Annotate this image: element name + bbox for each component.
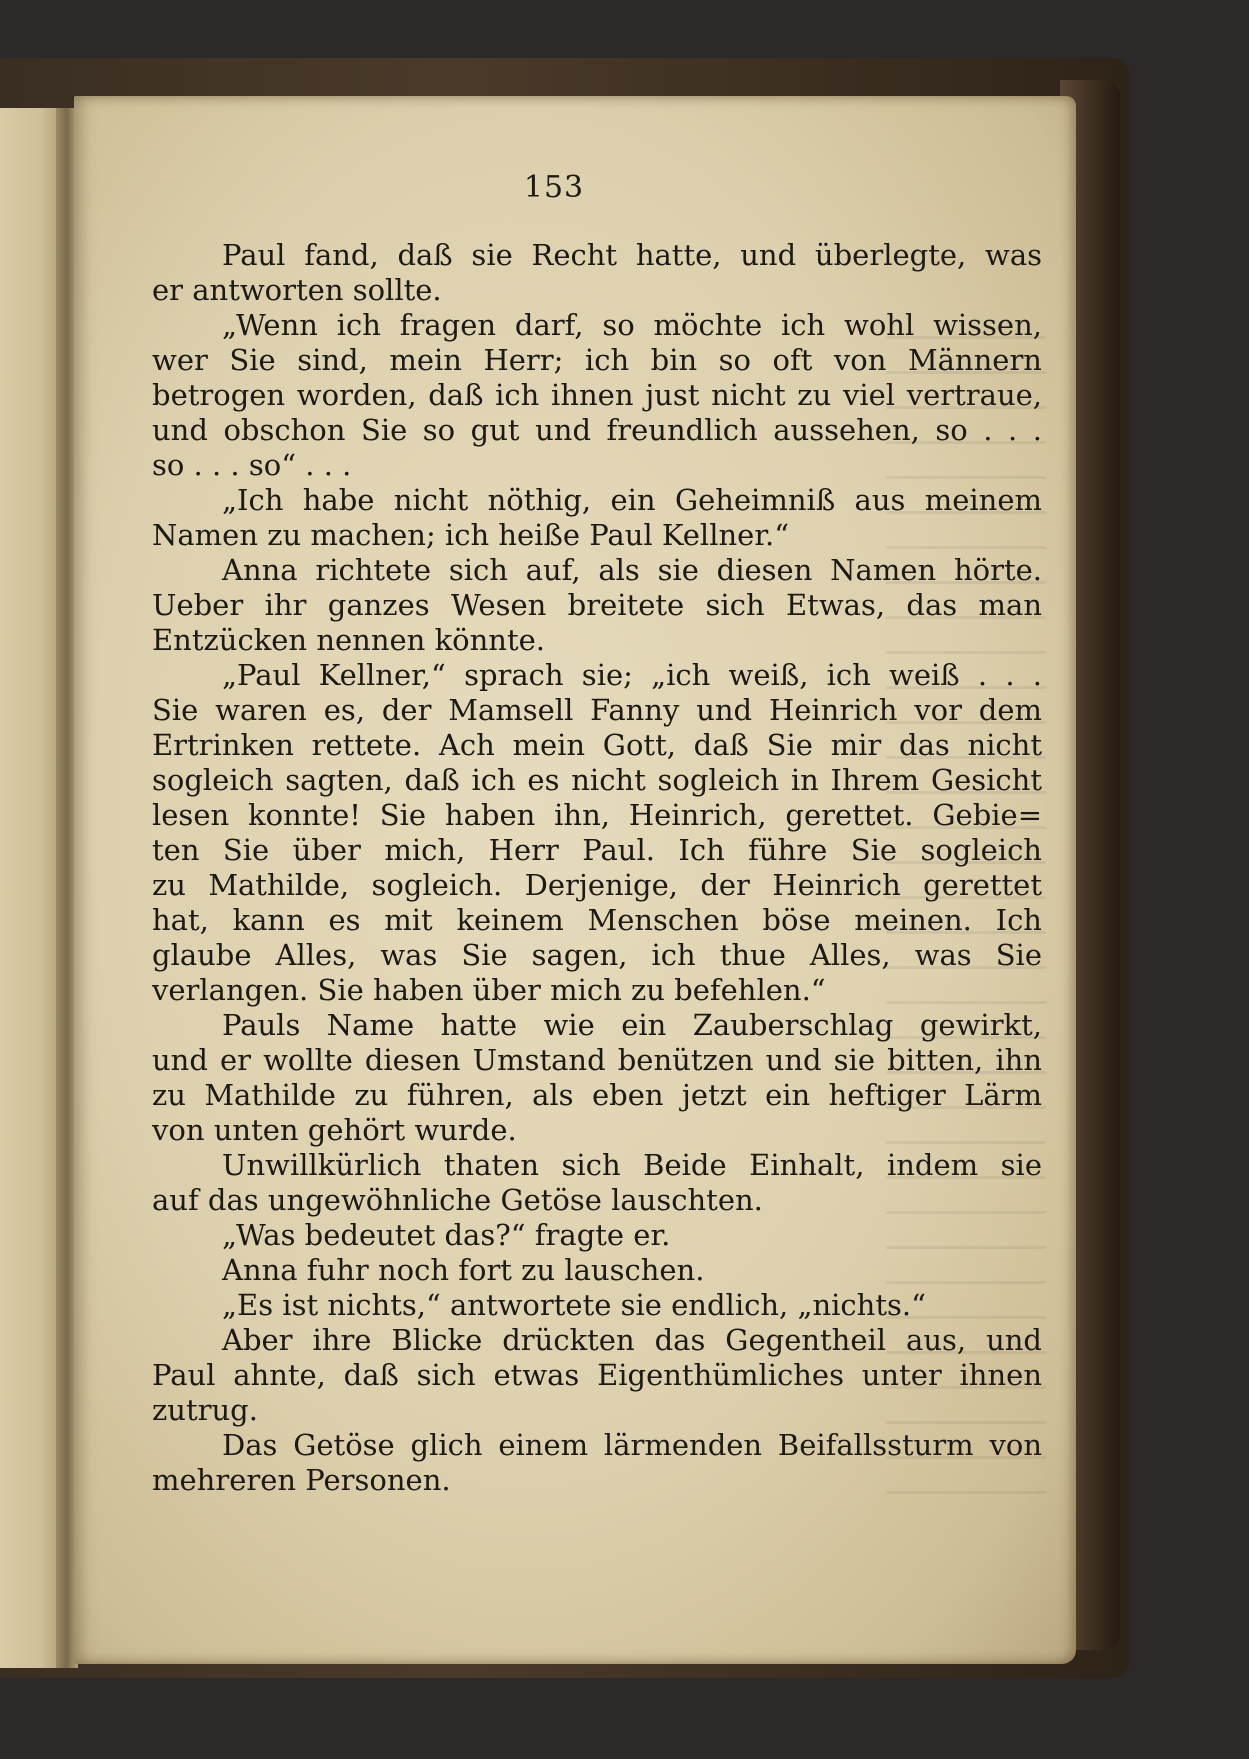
text-line: auf das ungewöhnliche Getöse lauschten. bbox=[152, 1183, 763, 1217]
text-line: und er wollte diesen Umstand benützen und sie bitten, ihn bbox=[152, 1043, 1042, 1077]
text-line: ten Sie über mich, Herr Paul. Ich führe Sie sogleich bbox=[152, 833, 1042, 867]
text-line: Entzücken nennen könnte. bbox=[152, 623, 546, 657]
text-line: „Ich habe nicht nöthig, ein Geheimniß aus meinem bbox=[222, 483, 1042, 517]
text-line: lesen konnte! Sie haben ihn, Heinrich, gerettet. Gebie= bbox=[152, 798, 1042, 832]
text-line: und obschon Sie so gut und freundlich aussehen, so . . . bbox=[152, 413, 1042, 447]
text-line: so . . . so“ . . . bbox=[152, 448, 352, 482]
text-line: zu Mathilde zu führen, als eben jetzt ein heftiger Lärm bbox=[152, 1078, 1042, 1112]
page-number: 153 bbox=[523, 170, 585, 205]
book-page bbox=[74, 96, 1076, 1664]
text-line: Paul ahnte, daß sich etwas Eigenthümliches unter ihnen bbox=[152, 1358, 1042, 1392]
text-line: Ueber ihr ganzes Wesen breitete sich Etwas, das man bbox=[152, 588, 1042, 622]
page-text bbox=[152, 238, 1042, 1498]
text-line: Sie waren es, der Mamsell Fanny und Heinrich vor dem bbox=[152, 693, 1042, 727]
text-line: Paul fand, daß sie Recht hatte, und überlegte, was bbox=[222, 238, 1042, 272]
text-line: „Es ist nichts,“ antwortete sie endlich, „nichts.“ bbox=[222, 1288, 926, 1322]
text-line: „Paul Kellner,“ sprach sie; „ich weiß, ich weiß . . . bbox=[222, 658, 1042, 692]
text-line: Unwillkürlich thaten sich Beide Einhalt, indem sie bbox=[222, 1148, 1042, 1182]
text-line: betrogen worden, daß ich ihnen just nicht zu viel vertraue, bbox=[152, 378, 1042, 412]
text-line: „Wenn ich fragen darf, so möchte ich wohl wissen, bbox=[222, 308, 1042, 342]
text-line: er antworten sollte. bbox=[152, 273, 442, 307]
text-line: zu Mathilde, sogleich. Derjenige, der Heinrich gerettet bbox=[152, 868, 1042, 902]
text-line: wer Sie sind, mein Herr; ich bin so oft von Männern bbox=[152, 343, 1042, 377]
text-line: Pauls Name hatte wie ein Zauberschlag gewirkt, bbox=[222, 1008, 1042, 1042]
text-line: Anna richtete sich auf, als sie diesen Namen hörte. bbox=[222, 553, 1042, 587]
text-line: Anna fuhr noch fort zu lauschen. bbox=[222, 1253, 705, 1287]
text-line: zutrug. bbox=[152, 1393, 258, 1427]
text-line: von unten gehört wurde. bbox=[152, 1113, 517, 1147]
text-line: glaube Alles, was Sie sagen, ich thue Alles, was Sie bbox=[152, 938, 1042, 972]
text-line: sogleich sagten, daß ich es nicht sogleich in Ihrem Gesicht bbox=[152, 763, 1042, 797]
text-line: Ertrinken rettete. Ach mein Gott, daß Sie mir das nicht bbox=[152, 728, 1042, 762]
text-line: Namen zu machen; ich heiße Paul Kellner.“ bbox=[152, 518, 790, 552]
text-line: verlangen. Sie haben über mich zu befehlen.“ bbox=[152, 973, 826, 1007]
text-line: hat, kann es mit keinem Menschen böse meinen. Ich bbox=[152, 903, 1042, 937]
text-line: Das Getöse glich einem lärmenden Beifallssturm von bbox=[222, 1428, 1042, 1462]
text-line: mehreren Personen. bbox=[152, 1463, 451, 1497]
text-line: „Was bedeutet das?“ fragte er. bbox=[222, 1218, 671, 1252]
text-line: Aber ihre Blicke drückten das Gegentheil aus, und bbox=[222, 1323, 1042, 1357]
